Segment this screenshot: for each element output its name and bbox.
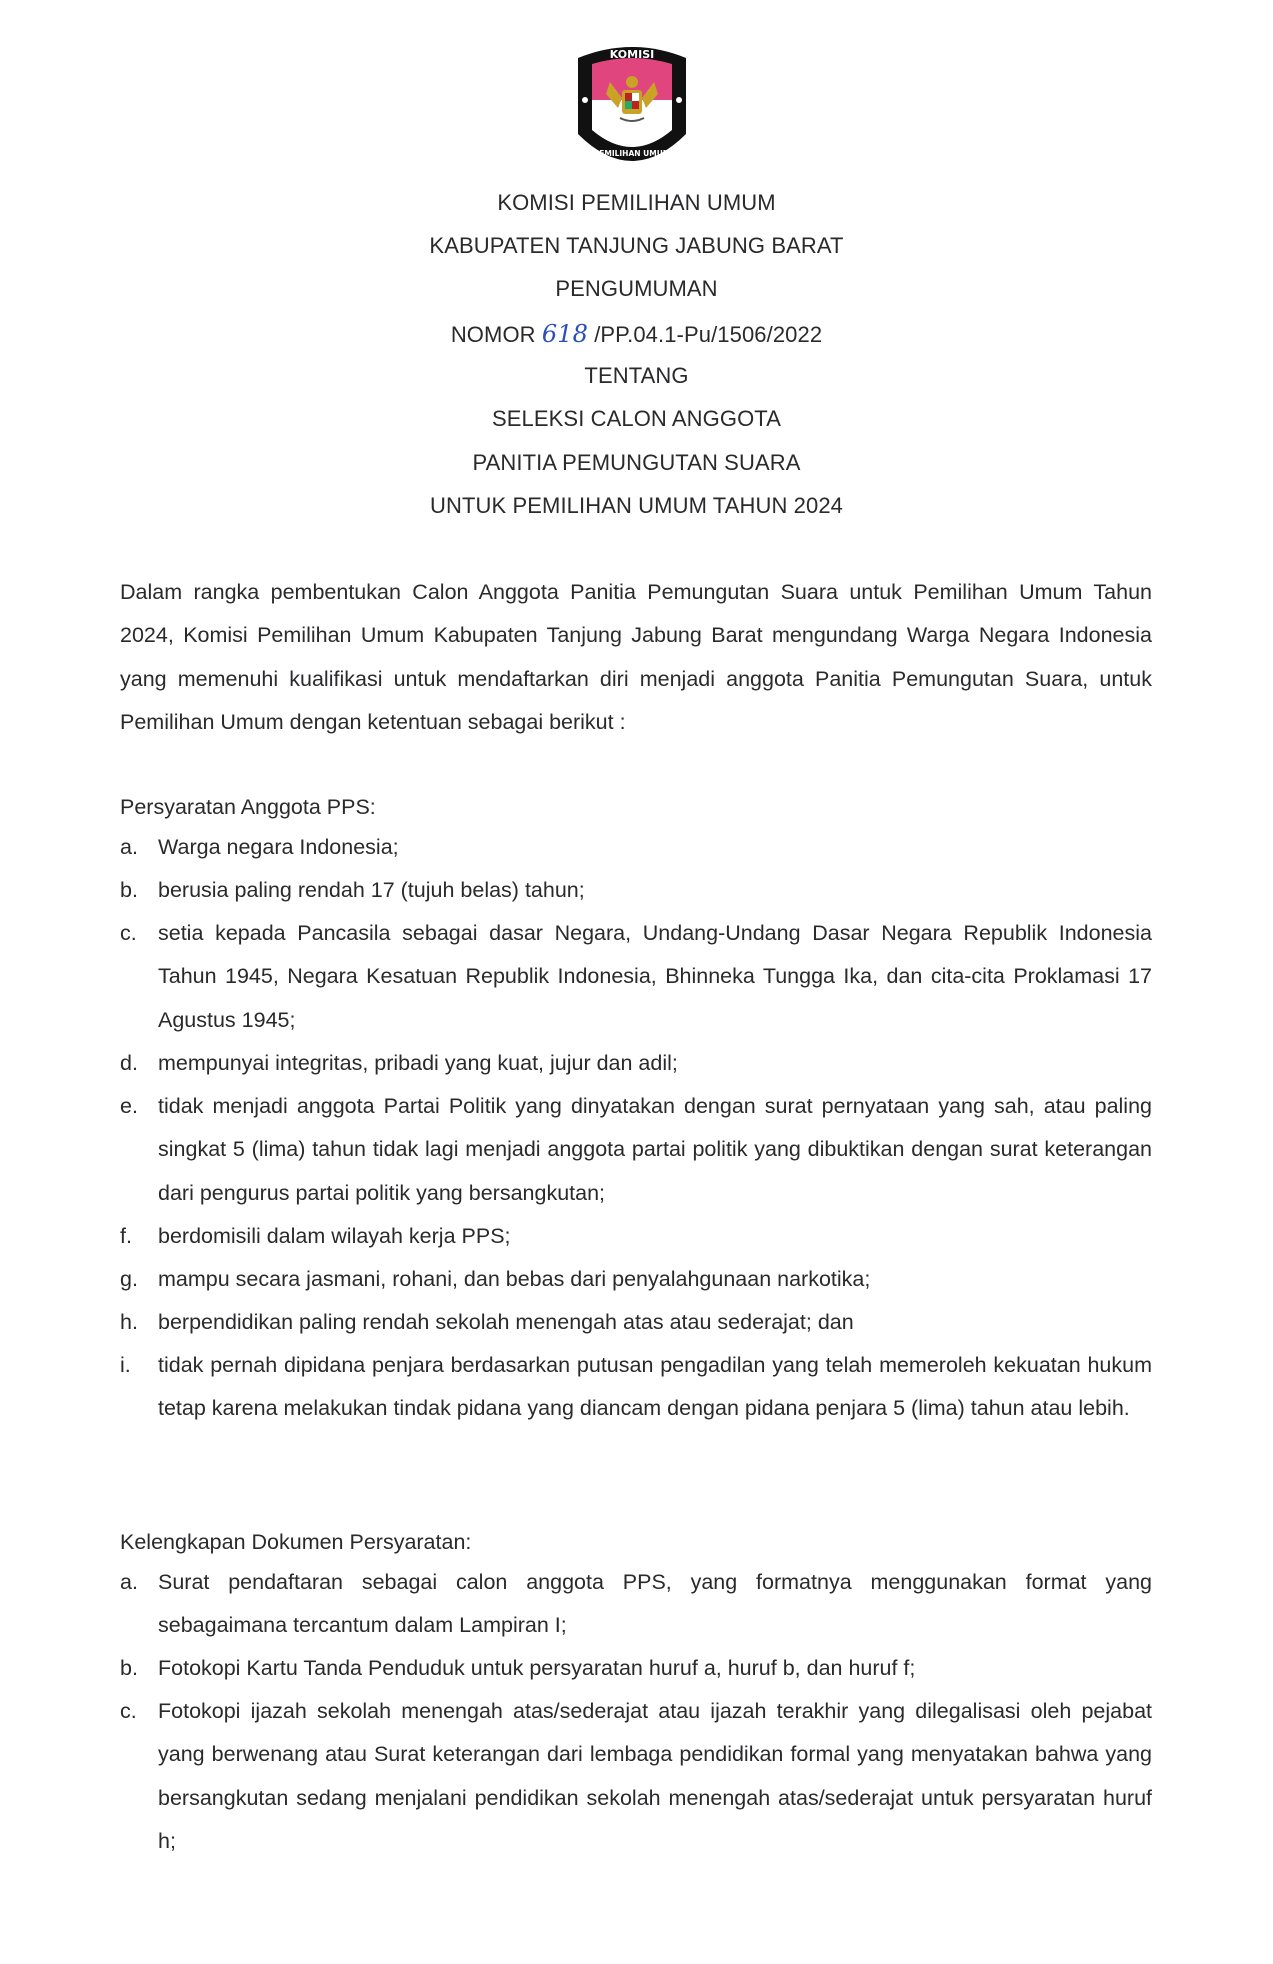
item-marker: d. (120, 1051, 138, 1075)
number-suffix: /PP.04.1-Pu/1506/2022 (594, 322, 823, 347)
header-line-committee: PANITIA PEMUNGUTAN SUARA (472, 450, 801, 475)
item-text: tidak menjadi anggota Partai Politik yang dinyatakan dengan surat pernyataan yang sah, atau paling singkat 5 (lima) tahun tidak lagi menjadi anggota partai politik yang dibuktikan dengan surat keterangan dari pengurus partai politik yang bersangkutan; (158, 1094, 1152, 1205)
item-text: tidak pernah dipidana penjara berdasarkan putusan pengadilan yang telah memeroleh kekuatan hukum tetap karena melakukan tindak pidana yang diancam dengan pidana penjara 5 (lima) tahun atau lebih. (158, 1353, 1152, 1421)
handwritten-number: 618 (541, 320, 588, 348)
item-marker: c. (120, 921, 137, 945)
header-line-number (0, 320, 1273, 348)
kpu-logo (570, 38, 694, 178)
item-text: mempunyai integritas, pribadi yang kuat, jujur dan adil; (158, 1051, 678, 1075)
item-marker: f. (120, 1224, 132, 1248)
item-text: berusia paling rendah 17 (tujuh belas) tahun; (158, 878, 585, 902)
item-marker: b. (120, 878, 138, 902)
documents-title: Kelengkapan Dokumen Persyaratan: (120, 1530, 472, 1554)
item-marker: b. (120, 1656, 138, 1680)
header-line-selection: SELEKSI CALON ANGGOTA (491, 406, 781, 431)
intro-paragraph: Dalam rangka pembentukan Calon Anggota Panitia Pemungutan Suara untuk Pemilihan Umum Tahun 2024, Komisi Pemilihan Umum Kabupaten Tanjung Jabung Barat mengundang Warga Negara Indonesia yang memenuhi kualifikasi untuk mendaftarkan diri menjadi anggota Panitia Pemungutan Suara, untuk Pemilihan Umum dengan ketentuan sebagai berikut : (120, 580, 1152, 734)
header-line-regency: KABUPATEN TANJUNG JABUNG BARAT (429, 233, 844, 258)
item-text: berpendidikan paling rendah sekolah menengah atas atau sederajat; dan (158, 1310, 854, 1334)
header-line-about: TENTANG (584, 363, 689, 388)
header-line-announcement: PENGUMUMAN (555, 276, 718, 301)
item-text: Surat pendaftaran sebagai calon anggota PPS, yang formatnya menggunakan format yang sebagaimana tercantum dalam Lampiran I; (158, 1570, 1152, 1638)
requirements-title: Persyaratan Anggota PPS: (120, 795, 376, 819)
item-text: setia kepada Pancasila sebagai dasar Negara, Undang-Undang Dasar Negara Republik Indonesia Tahun 1945, Negara Kesatuan Republik Indonesia, Bhinneka Tungga Ika, dan cita-cita Proklamasi 17 Agustus 1945; (158, 921, 1152, 1032)
number-prefix: NOMOR (450, 322, 536, 347)
item-marker: a. (120, 835, 138, 859)
item-marker: g. (120, 1267, 138, 1291)
item-marker: i. (120, 1353, 131, 1377)
item-marker: a. (120, 1570, 138, 1594)
header-line-election: UNTUK PEMILIHAN UMUM TAHUN 2024 (429, 493, 844, 518)
item-marker: e. (120, 1094, 138, 1118)
item-marker: c. (120, 1699, 137, 1723)
item-marker: h. (120, 1310, 138, 1334)
item-text: berdomisili dalam wilayah kerja PPS; (158, 1224, 511, 1248)
logo-text-bottom: PEMILIHAN UMUM (593, 149, 671, 158)
logo-text-top: KOMISI (609, 48, 655, 61)
header-line-commission: KOMISI PEMILIHAN UMUM (497, 190, 776, 215)
item-text: Fotokopi Kartu Tanda Penduduk untuk persyaratan huruf a, huruf b, dan huruf f; (158, 1656, 916, 1680)
item-text: Warga negara Indonesia; (158, 835, 399, 859)
item-text: Fotokopi ijazah sekolah menengah atas/sederajat atau ijazah terakhir yang dilegalisasi oleh pejabat yang berwenang atau Surat keterangan dari lembaga pendidikan formal yang menyatakan bahwa yang bersangkutan sedang menjalani pendidikan sekolah menengah atas/sederajat untuk persyaratan huruf h; (158, 1699, 1152, 1853)
item-text: mampu secara jasmani, rohani, dan bebas dari penyalahgunaan narkotika; (158, 1267, 871, 1291)
